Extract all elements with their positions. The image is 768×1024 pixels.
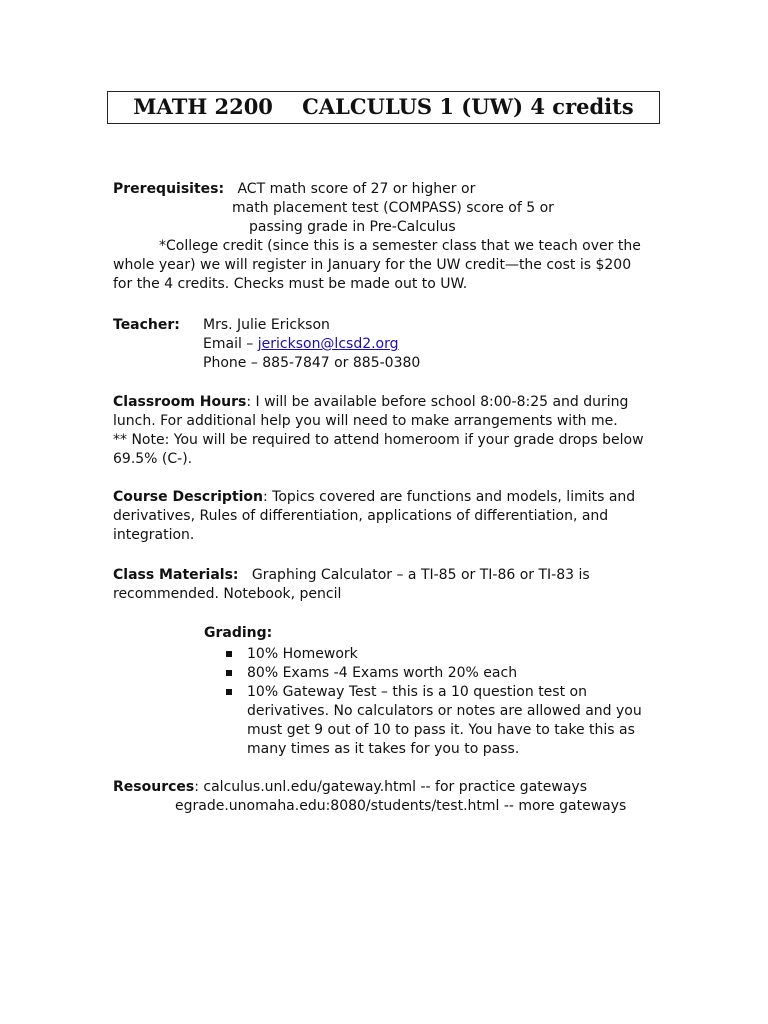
prereq-line-2: math placement test (COMPASS) score of 5 or (232, 200, 554, 216)
grading-item (204, 645, 644, 664)
prerequisites-label: Prerequisites: (113, 181, 225, 197)
course-description-section (113, 488, 653, 545)
grading-item-line: 10% Homework (247, 646, 358, 662)
course-description-line-2: derivatives, Rules of differentiation, applications of differentiation, and (113, 508, 609, 524)
grading-item-line: many times as it takes for you to pass. (247, 741, 520, 757)
grading-section (204, 624, 644, 759)
college-credit-note-3: for the 4 credits. Checks must be made out to UW. (113, 276, 468, 292)
teacher-email-link[interactable]: jerickson@lcsd2.org (257, 336, 399, 352)
prereq-line-1: ACT math score of 27 or higher or (237, 181, 476, 197)
teacher-label: Teacher: (113, 317, 180, 333)
grading-list (204, 645, 644, 759)
bullet-icon (226, 670, 232, 676)
bullet-icon (226, 651, 232, 657)
teacher-section (113, 316, 653, 373)
page-title: MATH 2200 CALCULUS 1 (UW) 4 credits (107, 91, 660, 124)
class-materials-label: Class Materials: (113, 567, 239, 583)
grading-item (204, 664, 644, 683)
homeroom-note-line-1: ** Note: You will be required to attend homeroom if your grade drops below (113, 432, 644, 448)
classroom-hours-section (113, 393, 653, 469)
class-materials-line-1: Graphing Calculator – a TI-85 or TI-86 or TI-83 is (251, 567, 590, 583)
classroom-hours-line-2: lunch. For additional help you will need to make arrangements with me. (113, 413, 618, 429)
teacher-phone: Phone – 885-7847 or 885-0380 (203, 355, 421, 371)
college-credit-note-2: whole year) we will register in January for the UW credit—the cost is $200 (113, 257, 632, 273)
prereq-line-3: passing grade in Pre-Calculus (249, 219, 456, 235)
grading-label: Grading: (204, 625, 273, 641)
class-materials-line-2: recommended. Notebook, pencil (113, 586, 342, 602)
email-prefix: Email – (203, 336, 258, 352)
homeroom-note-line-2: 69.5% (C-). (113, 451, 193, 467)
course-description-line-3: integration. (113, 527, 195, 543)
classroom-hours-line-1: : I will be available before school 8:00-8:25 and during (246, 394, 629, 410)
grading-item-line: must get 9 out of 10 to pass it. You have to take this as (247, 722, 635, 738)
resources-label: Resources (113, 779, 195, 795)
grading-item-line: 10% Gateway Test – this is a 10 question test on (247, 684, 587, 700)
grading-item (204, 683, 644, 759)
bullet-icon (226, 689, 232, 695)
course-description-line-1: : Topics covered are functions and models, limits and (263, 489, 636, 505)
grading-item-line: derivatives. No calculators or notes are allowed and you (247, 703, 642, 719)
course-description-label: Course Description (113, 489, 264, 505)
grading-item-line: 80% Exams -4 Exams worth 20% each (247, 665, 518, 681)
college-credit-note-1: *College credit (since this is a semester class that we teach over the (159, 238, 641, 254)
classroom-hours-label: Classroom Hours (113, 394, 247, 410)
teacher-name: Mrs. Julie Erickson (203, 317, 330, 333)
resources-line-1: : calculus.unl.edu/gateway.html -- for practice gateways (194, 779, 587, 795)
prerequisites-section (113, 180, 653, 294)
resources-section (113, 778, 653, 816)
class-materials-section (113, 566, 653, 604)
resources-line-2: egrade.unomaha.edu:8080/students/test.html -- more gateways (175, 798, 627, 814)
